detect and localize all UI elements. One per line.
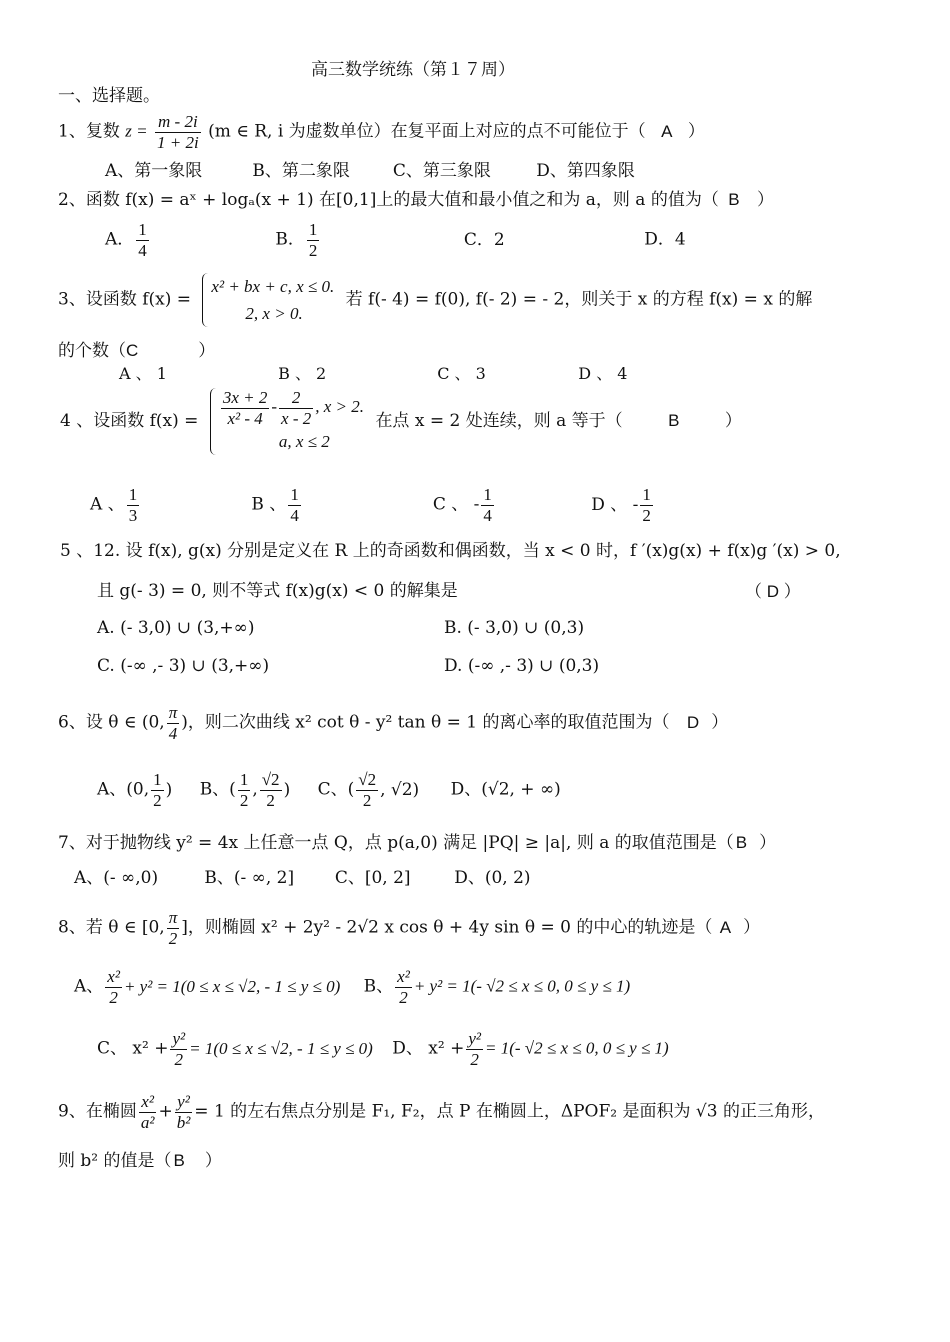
answer: B: [728, 190, 740, 209]
question-4: 4 、设函数 f(x) = $\frac{3x + 2}{\text{x² - 4}}$ - $\frac{2}{x - 2}$ , x > 2. a, x ≤ 2 在点 x = 2 处连续，则 a 等于（ B ）: [60, 388, 742, 455]
question-1: 1、复数 z = $\frac{m - 2i}{1 + 2i}$ (m ∈ R, i 为虚数单位）在复平面上对应的点不可能位于（ A ）: [58, 112, 705, 152]
question-5-line2: 且 g(- 3) = 0, 则不等式 f(x)g(x) < 0 的解集是 （ D ）: [97, 581, 801, 601]
question-3-line2: 的个数（C ）: [58, 341, 216, 361]
piecewise-brace: x² + bx + c, x ≤ 0. 2, x > 0.: [202, 273, 334, 327]
answer: A: [661, 121, 673, 141]
question-5-option-a: A. (- 3,0) ∪ (3,+∞): [97, 618, 255, 638]
question-7: 7、对于抛物线 y² = 4x 上任意一点 Q，点 p(a,0) 满足 |PQ| ≥ |a|, 则 a 的取值范围是（ B ）: [58, 833, 777, 853]
fraction: $\frac{m - 2i}{1 + 2i}$: [156, 112, 199, 152]
page-title: 高三数学统练（第１７周）: [311, 60, 515, 80]
question-5: 5 、12. 设 f(x), g(x) 分别是定义在 R 上的奇函数和偶函数，当 x < 0 时，f ′(x)g(x) + f(x)g ′(x) > 0,: [60, 541, 841, 561]
section-heading: 一、选择题。: [58, 86, 160, 106]
question-8-options-ab: A、 $\frac{\text{x²}}{2}$ + y² = 1(0 ≤ x ≤ √2, - 1 ≤ y ≤ 0) B、 $\frac{\text{x²}}{2}$ + y² = 1(- √2 ≤ x ≤ 0, 0 ≤ y ≤ 1): [74, 967, 631, 1007]
question-8: 8、若 θ ∈ [0, $\frac{\pi}{2}$ ]，则椭圆 x² + 2y² - 2√2 x cos θ + 4y sin θ = 0 的中心的轨迹是（ A ）: [58, 908, 761, 948]
question-8-options-cd: C、 x² + $\frac{\text{y²}}{2}$ = 1(0 ≤ x ≤ √2, - 1 ≤ y ≤ 0) D、 x² + $\frac{\text{y²}}{2}$ = 1(- √2 ≤ x ≤ 0, 0 ≤ y ≤ 1): [97, 1029, 669, 1069]
question-9: 9、在椭圆 $\frac{\text{x²}}{\text{a²}}$ + $\frac{\text{y²}}{\text{b²}}$ = 1 的左右焦点分别是 F₁, F₂，点 P 在椭圆上，ΔPOF₂ 是面积为 √3 的正三角形，: [58, 1092, 825, 1132]
question-5-option-d: D. (-∞ ,- 3) ∪ (0,3): [444, 656, 600, 676]
question-3: 3、设函数 f(x) = x² + bx + c, x ≤ 0. 2, x > 0. 若 f(- 4) = f(0), f(- 2) = - 2，则关于 x 的方程 f(x) = x 的解: [58, 273, 812, 327]
question-7-options: A、(- ∞,0) B、(- ∞, 2] C、[0, 2] D、(0, 2): [74, 868, 531, 888]
question-3-options: A 、 1 B 、 2 C 、 3 D 、 4: [119, 364, 628, 383]
question-5-option-c: C. (-∞ ,- 3) ∪ (3,+∞): [97, 656, 270, 676]
question-1-options: A、第一象限 B、第二象限 C、第三象限 D、第四象限: [105, 161, 635, 181]
question-4-options: A 、 $\frac{1}{3}$ B 、 $\frac{1}{4}$ C 、 - $\frac{1}{4}$ D 、 - $\frac{1}{2}$: [90, 485, 651, 525]
question-2-options: A． $\frac{1}{4}$ B． $\frac{1}{2}$ C．2 D．4: [105, 220, 686, 260]
question-6: 6、设 θ ∈ (0, $\frac{\pi}{4}$ )，则二次曲线 x² cot θ - y² tan θ = 1 的离心率的取值范围为（ D ）: [58, 703, 729, 743]
piecewise-brace: $\frac{3x + 2}{\text{x² - 4}}$ - $\frac{2}{x - 2}$ , x > 2. a, x ≤ 2: [210, 388, 364, 455]
question-2: 2、函数 f(x) = aˣ + logₐ(x + 1) 在[0,1]上的最大值和最小值之和为 a，则 a 的值为（ B ）: [58, 190, 774, 210]
question-6-options: A、(0, $\frac{1}{2}$ ) B、( $\frac{1}{2}$ , $\frac{√2}{2}$ ) C、( $\frac{√2}{2}$ , √2) D、(√2, + ∞): [97, 770, 561, 810]
question-5-option-b: B. (- 3,0) ∪ (0,3): [444, 618, 585, 638]
question-9-line2: 则 b² 的值是（ B ）: [58, 1151, 222, 1171]
